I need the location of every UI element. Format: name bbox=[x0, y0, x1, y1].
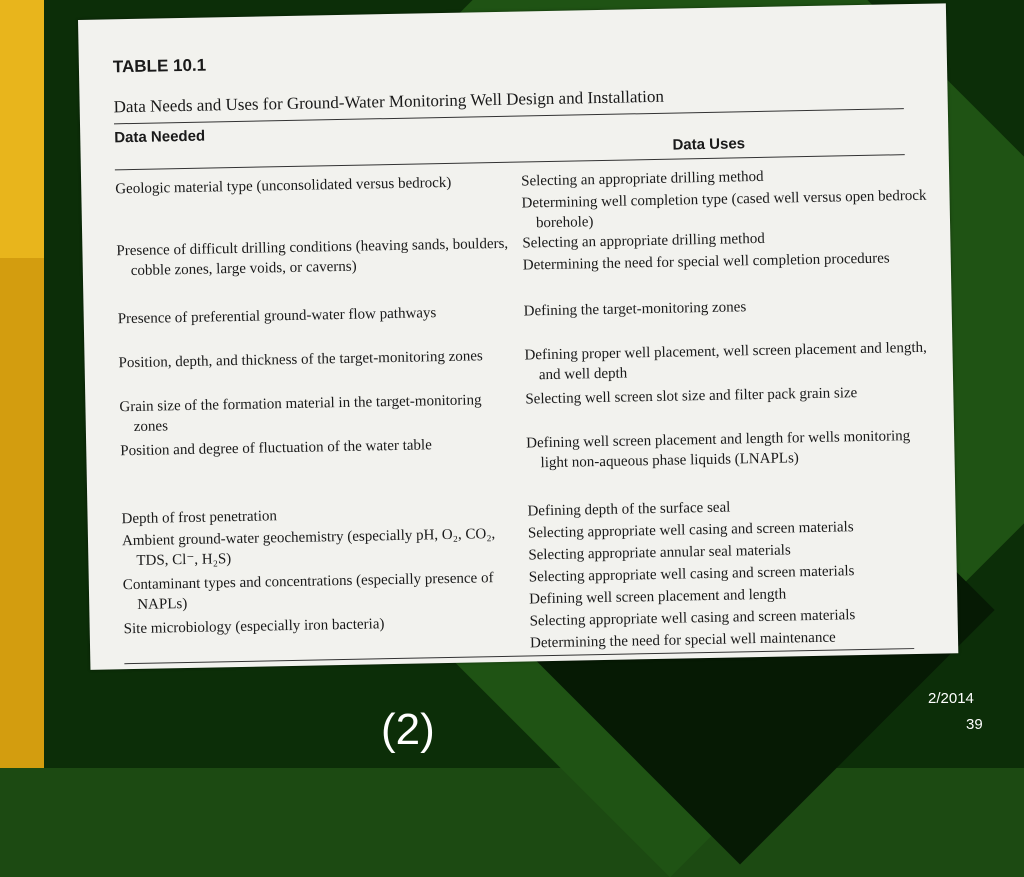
needed-item: Depth of frost penetration bbox=[121, 508, 278, 528]
footer-date: 2/2014 bbox=[928, 690, 974, 707]
use-item: Selecting an appropriate drilling method bbox=[522, 230, 765, 252]
needed-item: Site microbiology (especially iron bacteria) bbox=[123, 616, 385, 638]
needed-item: Position and degree of fluctuation of the water table bbox=[120, 437, 432, 460]
header-data-needed: Data Needed bbox=[114, 127, 206, 147]
needed-item: Grain size of the formation material in the target-monitoring zones bbox=[119, 392, 482, 436]
use-item: Determining well completion type (cased well versus open bedrock borehole) bbox=[521, 187, 927, 232]
left-accent-bar-bottom bbox=[0, 258, 44, 768]
slide-label: (2) bbox=[381, 705, 435, 754]
use-item: Determining the need for special well maintenance bbox=[529, 629, 836, 652]
use-item: Selecting well screen slot size and filter pack grain size bbox=[525, 385, 858, 408]
use-item: Defining well screen placement and length bbox=[529, 586, 787, 608]
use-item: Defining depth of the surface seal bbox=[527, 499, 731, 520]
use-item: Determining the need for special well completion procedures bbox=[522, 250, 890, 274]
header-data-uses: Data Uses bbox=[672, 135, 746, 154]
table-title: Data Needs and Uses for Ground-Water Monitoring Well Design and Installation bbox=[113, 86, 665, 117]
needed-item: Ambient ground-water geochemistry (especially pH, O₂, CO₂, TDS, Cl⁻, H₂S) bbox=[121, 526, 496, 569]
use-item: Defining well screen placement and length for wells monitoring light non-aqueous phase liquids (LNAPLs) bbox=[526, 428, 911, 472]
slide-number: 39 bbox=[966, 716, 983, 733]
use-item: Selecting appropriate well casing and screen materials bbox=[528, 563, 855, 586]
left-accent-bar-top bbox=[0, 0, 44, 258]
use-item: Selecting appropriate annular seal materials bbox=[528, 542, 791, 564]
needed-item: Position, depth, and thickness of the target-monitoring zones bbox=[118, 348, 483, 372]
scanned-table-page bbox=[78, 3, 958, 670]
use-item: Defining the target-monitoring zones bbox=[523, 299, 747, 320]
use-item: Selecting appropriate well casing and screen materials bbox=[529, 607, 856, 630]
needed-item: Presence of difficult drilling conditions (heaving sands, boulders, cobble zones, large voids, or caverns) bbox=[116, 235, 509, 280]
needed-item: Contaminant types and concentrations (especially presence of NAPLs) bbox=[122, 570, 494, 613]
use-item: Defining proper well placement, well screen placement and length, and well depth bbox=[524, 339, 927, 384]
needed-item: Geologic material type (unconsolidated versus bedrock) bbox=[115, 174, 452, 198]
table-number: TABLE 10.1 bbox=[112, 55, 207, 77]
needed-item: Presence of preferential ground-water flow pathways bbox=[117, 305, 437, 328]
use-item: Selecting an appropriate drilling method bbox=[521, 168, 764, 190]
use-item: Selecting appropriate well casing and screen materials bbox=[527, 519, 854, 542]
